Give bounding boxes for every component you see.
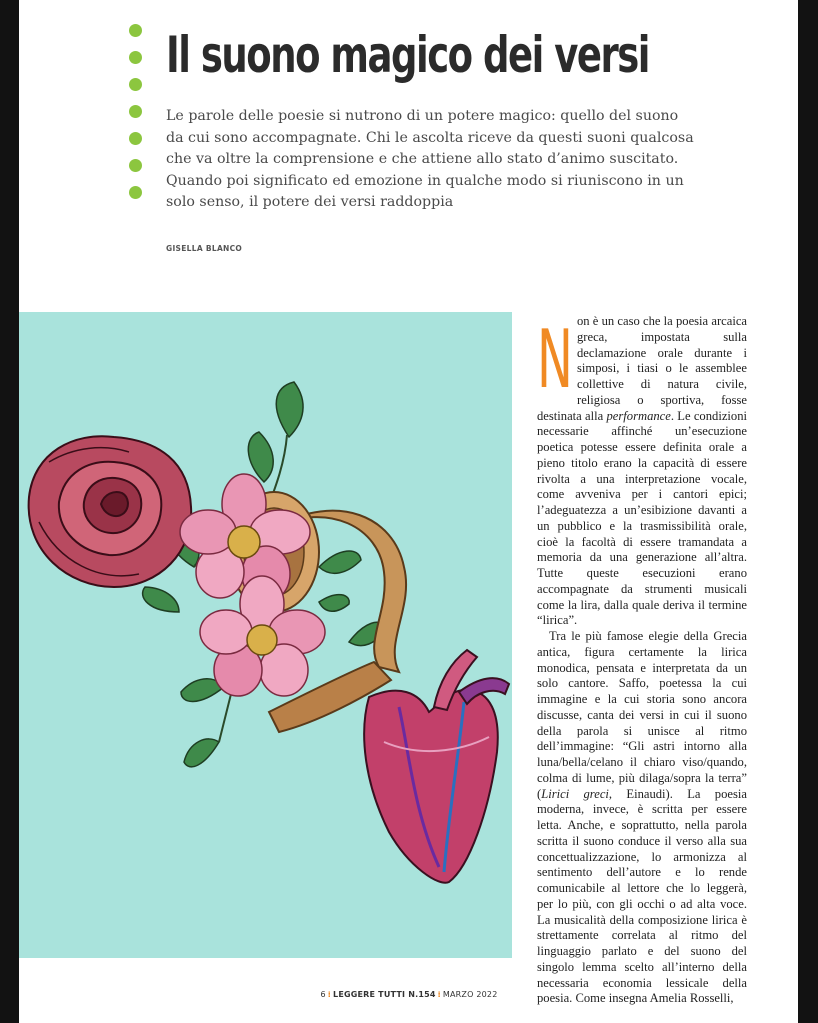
- leaf-icon: [276, 382, 303, 437]
- left-frame-border: [0, 0, 19, 1023]
- leaf-icon: [143, 587, 179, 612]
- author-byline: GISELLA BLANCO: [166, 244, 243, 253]
- leaf-icon: [248, 432, 273, 482]
- page-number: 6: [320, 990, 326, 999]
- rose-flowers-horn-heart-illustration: [19, 312, 512, 958]
- dot-icon: [129, 159, 142, 172]
- right-frame-border: [798, 0, 818, 1023]
- lead-paragraph: Le parole delle poesie si nutrono di un potere magico: quello del suono da cui sono accompagnate. Chi le ascolta riceve da questi suoni qualcosa che va oltre la comprensione e che attiene allo stato d’animo suscitato. Quando poi significato ed emozione in qualche modo si riuniscono in un solo senso, il potere dei versi raddoppia: [166, 108, 694, 211]
- dot-icon: [129, 24, 142, 37]
- article-illustration: [19, 312, 512, 958]
- dot-icon: [129, 132, 142, 145]
- rose-icon: [29, 436, 192, 587]
- drop-cap: N: [537, 313, 573, 406]
- page-title: Il suono magico dei versi: [166, 26, 649, 84]
- leaf-icon: [184, 739, 219, 767]
- dot-icon: [129, 186, 142, 199]
- page-footer: 6 ⁞ LEGGERE TUTTI N.154 ⁞ MARZO 2022: [320, 990, 498, 999]
- dot-icon: [129, 51, 142, 64]
- heart-icon: [364, 650, 509, 883]
- decorative-dots: [129, 24, 143, 213]
- article-paragraph: Non è un caso che la poesia arcaica greca, impostata sulla declamazione orale durante i simposi, i tiasi o le assemblee collettive di natura civile, religiosa o sportiva, fosse destinata alla performance. Le condizioni necessarie affinché un’esecuzione poetica potesse essere definita orale a pieno titolo erano la capacità di essere rivolta a una interpretazione vocale, come avveniva per i cantori epici; l’adeguatezza a un’esibizione davanti a un pubblico e la trasmissibilità orale, cioè la facoltà di essere tramandata a memoria da una generazione all’altra. Tutte queste esecuzioni erano accompagnate da strumenti musicali come la lira, dalla quale deriva il termine “lirica”.: [537, 314, 747, 629]
- leaf-icon: [319, 595, 349, 612]
- article-paragraph: Tra le più famose elegie della Grecia antica, figura certamente la lirica monodica, pensata e interpretata da un solo cantore. Saffo, poetessa la cui immagine e la cui storia sono ancora discusse, canta dei versi in cui il suono della parola si unisce al ritmo dell’immagine: “Gli astri intorno alla luna/bella/celano il chiaro viso/quando, colma di lume, più dilaga/sopra la terra” (Lirici greci, Einaudi). La poesia moderna, invece, è scritta per essere letta. Anche, e soprattutto, nella parola scritta il suono conduce il verso alla sua concettualizzazione, lo armonizza al sentimento dell’autore e lo rende comunicabile al lettore che lo leggerà, per lo più, con gli occhi o ad alta voce. La musicalità della composizione lirica è strettamente correlata al ritmo del linguaggio parlato e del suono del singolo lemma scelto all’interno della necessaria economia lessicale della poesia. Come insegna Amelia Rosselli,: [537, 629, 747, 1006]
- dot-icon: [129, 78, 142, 91]
- article-body: [537, 314, 747, 1007]
- leaf-icon: [319, 551, 361, 573]
- issue-date: MARZO 2022: [442, 990, 498, 999]
- dot-icon: [129, 105, 142, 118]
- magazine-name: LEGGERE TUTTI N.154: [333, 990, 436, 999]
